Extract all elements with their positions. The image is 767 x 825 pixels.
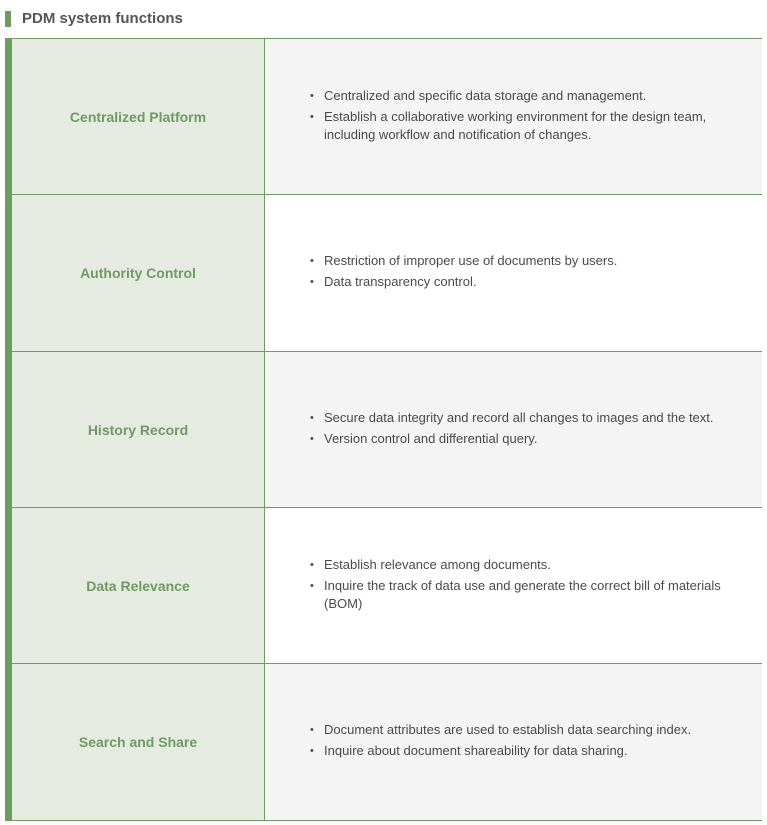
row-label: Search and Share: [78, 734, 198, 750]
row-label-cell: [12, 195, 265, 351]
bullet-list: [310, 721, 691, 763]
row-label-cell: [12, 352, 265, 507]
row-label: Centralized Platform: [69, 108, 207, 125]
list-item: • Restriction of improper use of documents by users.: [310, 252, 617, 270]
bullet-list: [310, 409, 714, 451]
bullet-list: [310, 87, 722, 147]
list-item: • Document attributes are used to establish data searching index.: [310, 721, 691, 739]
row-content-cell: [265, 508, 762, 663]
row-label-cell: [12, 39, 265, 194]
table-row: [12, 352, 762, 507]
list-item: • Inquire about document shareability for data sharing.: [310, 742, 691, 760]
bullet-list: [310, 252, 617, 294]
row-label: Authority Control: [80, 265, 196, 281]
table-row: [12, 664, 762, 820]
list-item: • Data transparency control.: [310, 273, 617, 291]
section-heading: [5, 11, 183, 27]
row-label-cell: [12, 508, 265, 663]
row-content-cell: [265, 39, 762, 194]
table-row: [12, 195, 762, 351]
row-content-cell: [265, 195, 762, 351]
table-row: [12, 508, 762, 663]
row-label-cell: [12, 664, 265, 820]
list-item: • Version control and differential query.: [310, 430, 714, 448]
list-item: • Inquire the track of data use and generate the correct bill of materials (BOM): [310, 577, 722, 613]
list-item: • Establish relevance among documents.: [310, 556, 722, 574]
list-item: • Secure data integrity and record all changes to images and the text.: [310, 409, 714, 427]
list-item: • Establish a collaborative working environment for the design team, including workflow and notification of changes.: [310, 108, 722, 144]
list-item: • Centralized and specific data storage and management.: [310, 87, 722, 105]
row-label: Data Relevance: [86, 577, 190, 594]
functions-table: [5, 38, 762, 821]
row-content-cell: [265, 352, 762, 507]
bullet-list: [310, 556, 722, 616]
row-label: History Record: [87, 421, 189, 438]
page-title: PDM system functions: [22, 10, 183, 27]
row-content-cell: [265, 664, 762, 820]
table-row: [12, 39, 762, 194]
